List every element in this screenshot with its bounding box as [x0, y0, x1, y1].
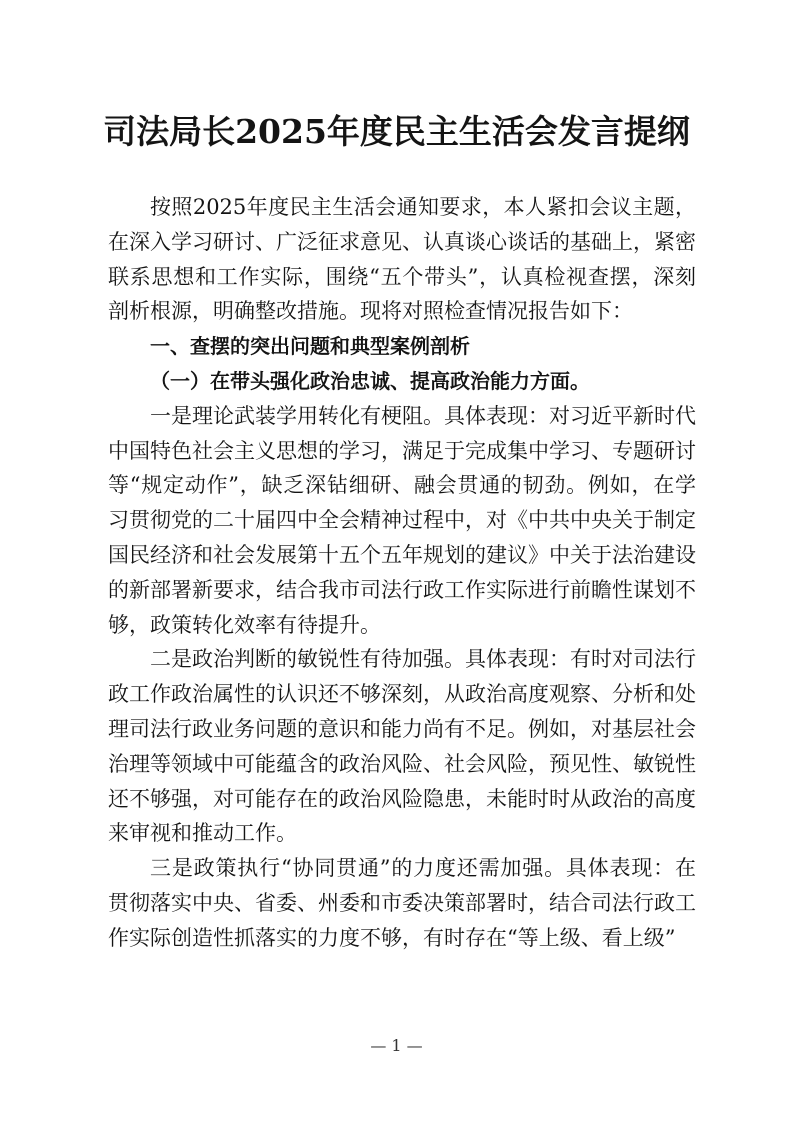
item-text-1: 理论武装学用转化有梗阻。具体表现：对习近平新时代中国特色社会主义思想的学习，满足于完成集中学习、专题研讨等“规定动作”，缺乏深钻细研、融会贯通的韧劲。例如，在学习贯彻党的二十届四中全会精神过程中，对《中共中央关于制定国民经济和社会发展第十五个五年规划的建议》中关于法治建设的新部署新要求，结合我市司法行政工作实际进行前瞻性谋划不够，政策转化效率有待提升。 [108, 403, 696, 637]
item-text-3: 政策执行“协同贯通”的力度还需加强。具体表现：在贯彻落实中央、省委、州委和市委决策部署时，结合司法行政工作实际创造性抓落实的力度不够，有时存在“等上级、看上级” [108, 856, 697, 950]
intro-paragraph: 按照2025年度民主生活会通知要求，本人紧扣会议主题，在深入学习研讨、广泛征求意见、认真谈心谈话的基础上，紧密联系思想和工作实际，围绕“五个带头”，认真检视查摆，深刻剖析根源，明确整改措施。现将对照检查情况报告如下： [108, 195, 696, 324]
item-lead-1: 一是 [150, 403, 192, 428]
document-title: 司法局长2025年度民主生活会发言提纲 [103, 112, 690, 151]
page-number: — 1 — [370, 1036, 423, 1055]
subsection-heading: （一）在带头强化政治忠诚、提高政治能力方面。 [150, 368, 590, 393]
item-text-2: 政治判断的敏锐性有待加强。具体表现：有时对司法行政工作政治属性的认识还不够深刻，从政治高度观察、分析和处理司法行政业务问题的意识和能力尚有不足。例如，对基层社会治理等领域中可能蕴含的政治风险、社会风险，预见性、敏锐性还不够强，对可能存在的政治风险隐患，未能时时从政治的高度来审视和推动工作。 [108, 647, 696, 846]
item-paragraph-2 [108, 642, 696, 851]
section-heading: 一、查摆的突出问题和典型案例剖析 [150, 334, 470, 359]
item-paragraph-1 [108, 399, 696, 643]
item-lead-3: 三是 [150, 856, 194, 881]
document-body [108, 190, 696, 956]
item-paragraph-3 [108, 851, 696, 955]
item-lead-2: 二是 [150, 647, 192, 672]
